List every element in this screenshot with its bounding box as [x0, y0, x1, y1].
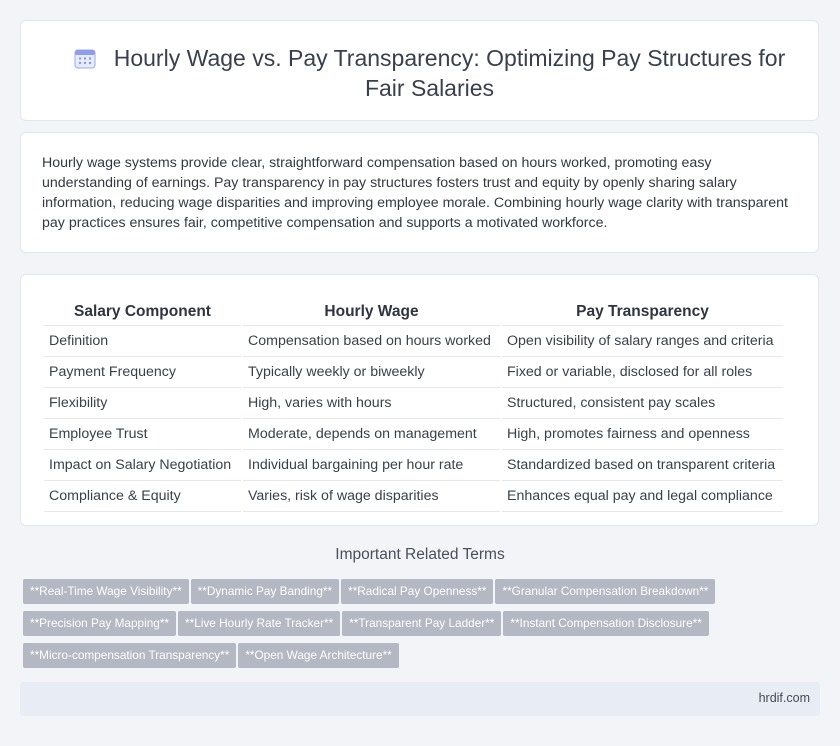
table-row [44, 481, 783, 512]
table-cell: Fixed or variable, disclosed for all roles [502, 357, 783, 388]
column-header: Hourly Wage [243, 293, 500, 326]
column-header: Pay Transparency [502, 293, 783, 326]
term-tag[interactable]: **Real-Time Wage Visibility** [23, 579, 189, 604]
term-tag[interactable]: **Precision Pay Mapping** [23, 611, 176, 636]
table-cell: Impact on Salary Negotiation [44, 450, 241, 481]
table-cell: Moderate, depends on management [243, 419, 500, 450]
table-cell: Flexibility [44, 388, 241, 419]
header-card [20, 20, 819, 121]
intro-paragraph: Hourly wage systems provide clear, straightforward compensation based on hours worked, promoting easy understanding of earnings. Pay transparency in pay structures fosters trust and equity by openly sharing salary information, reducing wage disparities and improving employee morale. Combining hourly wage clarity with transparent pay practices ensures fair, competitive compensation and supports a motivated workforce. [42, 155, 789, 231]
table-cell: Typically weekly or biweekly [243, 357, 500, 388]
page-title: Hourly Wage vs. Pay Transparency: Optimizing Pay Structures for Fair Salaries [113, 45, 786, 101]
table-cell: Compensation based on hours worked [243, 326, 500, 357]
table-row [44, 450, 783, 481]
related-terms-list [23, 579, 813, 675]
table-row [44, 326, 783, 357]
site-link[interactable]: hrdif.com [758, 691, 810, 705]
table-row [44, 357, 783, 388]
term-tag[interactable]: **Granular Compensation Breakdown** [495, 579, 715, 604]
term-tag[interactable]: **Transparent Pay Ladder** [342, 611, 501, 636]
calendar-icon [74, 46, 96, 68]
table-cell: Enhances equal pay and legal compliance [502, 481, 783, 512]
footer [20, 682, 820, 716]
term-tag[interactable]: **Radical Pay Openness** [341, 579, 493, 604]
column-header: Salary Component [44, 293, 241, 326]
table-cell: Definition [44, 326, 241, 357]
comparison-card [20, 274, 819, 526]
table-cell: Standardized based on transparent criteria [502, 450, 783, 481]
intro-card [20, 132, 819, 253]
term-tag[interactable]: **Open Wage Architecture** [238, 643, 398, 668]
term-tag[interactable]: **Instant Compensation Disclosure** [503, 611, 708, 636]
table-cell: High, varies with hours [243, 388, 500, 419]
term-tag[interactable]: **Micro-compensation Transparency** [23, 643, 236, 668]
term-tag[interactable]: **Live Hourly Rate Tracker** [178, 611, 340, 636]
related-terms-heading: Important Related Terms [335, 546, 505, 563]
table-cell: Structured, consistent pay scales [502, 388, 783, 419]
table-header-row [44, 293, 783, 326]
term-tag[interactable]: **Dynamic Pay Banding** [191, 579, 339, 604]
table-cell: Varies, risk of wage disparities [243, 481, 500, 512]
table-cell: Open visibility of salary ranges and criteria [502, 326, 783, 357]
table-cell: High, promotes fairness and openness [502, 419, 783, 450]
table-cell: Payment Frequency [44, 357, 241, 388]
table-row [44, 419, 783, 450]
table-row [44, 388, 783, 419]
table-cell: Individual bargaining per hour rate [243, 450, 500, 481]
comparison-table [42, 293, 785, 512]
table-cell: Employee Trust [44, 419, 241, 450]
table-cell: Compliance & Equity [44, 481, 241, 512]
